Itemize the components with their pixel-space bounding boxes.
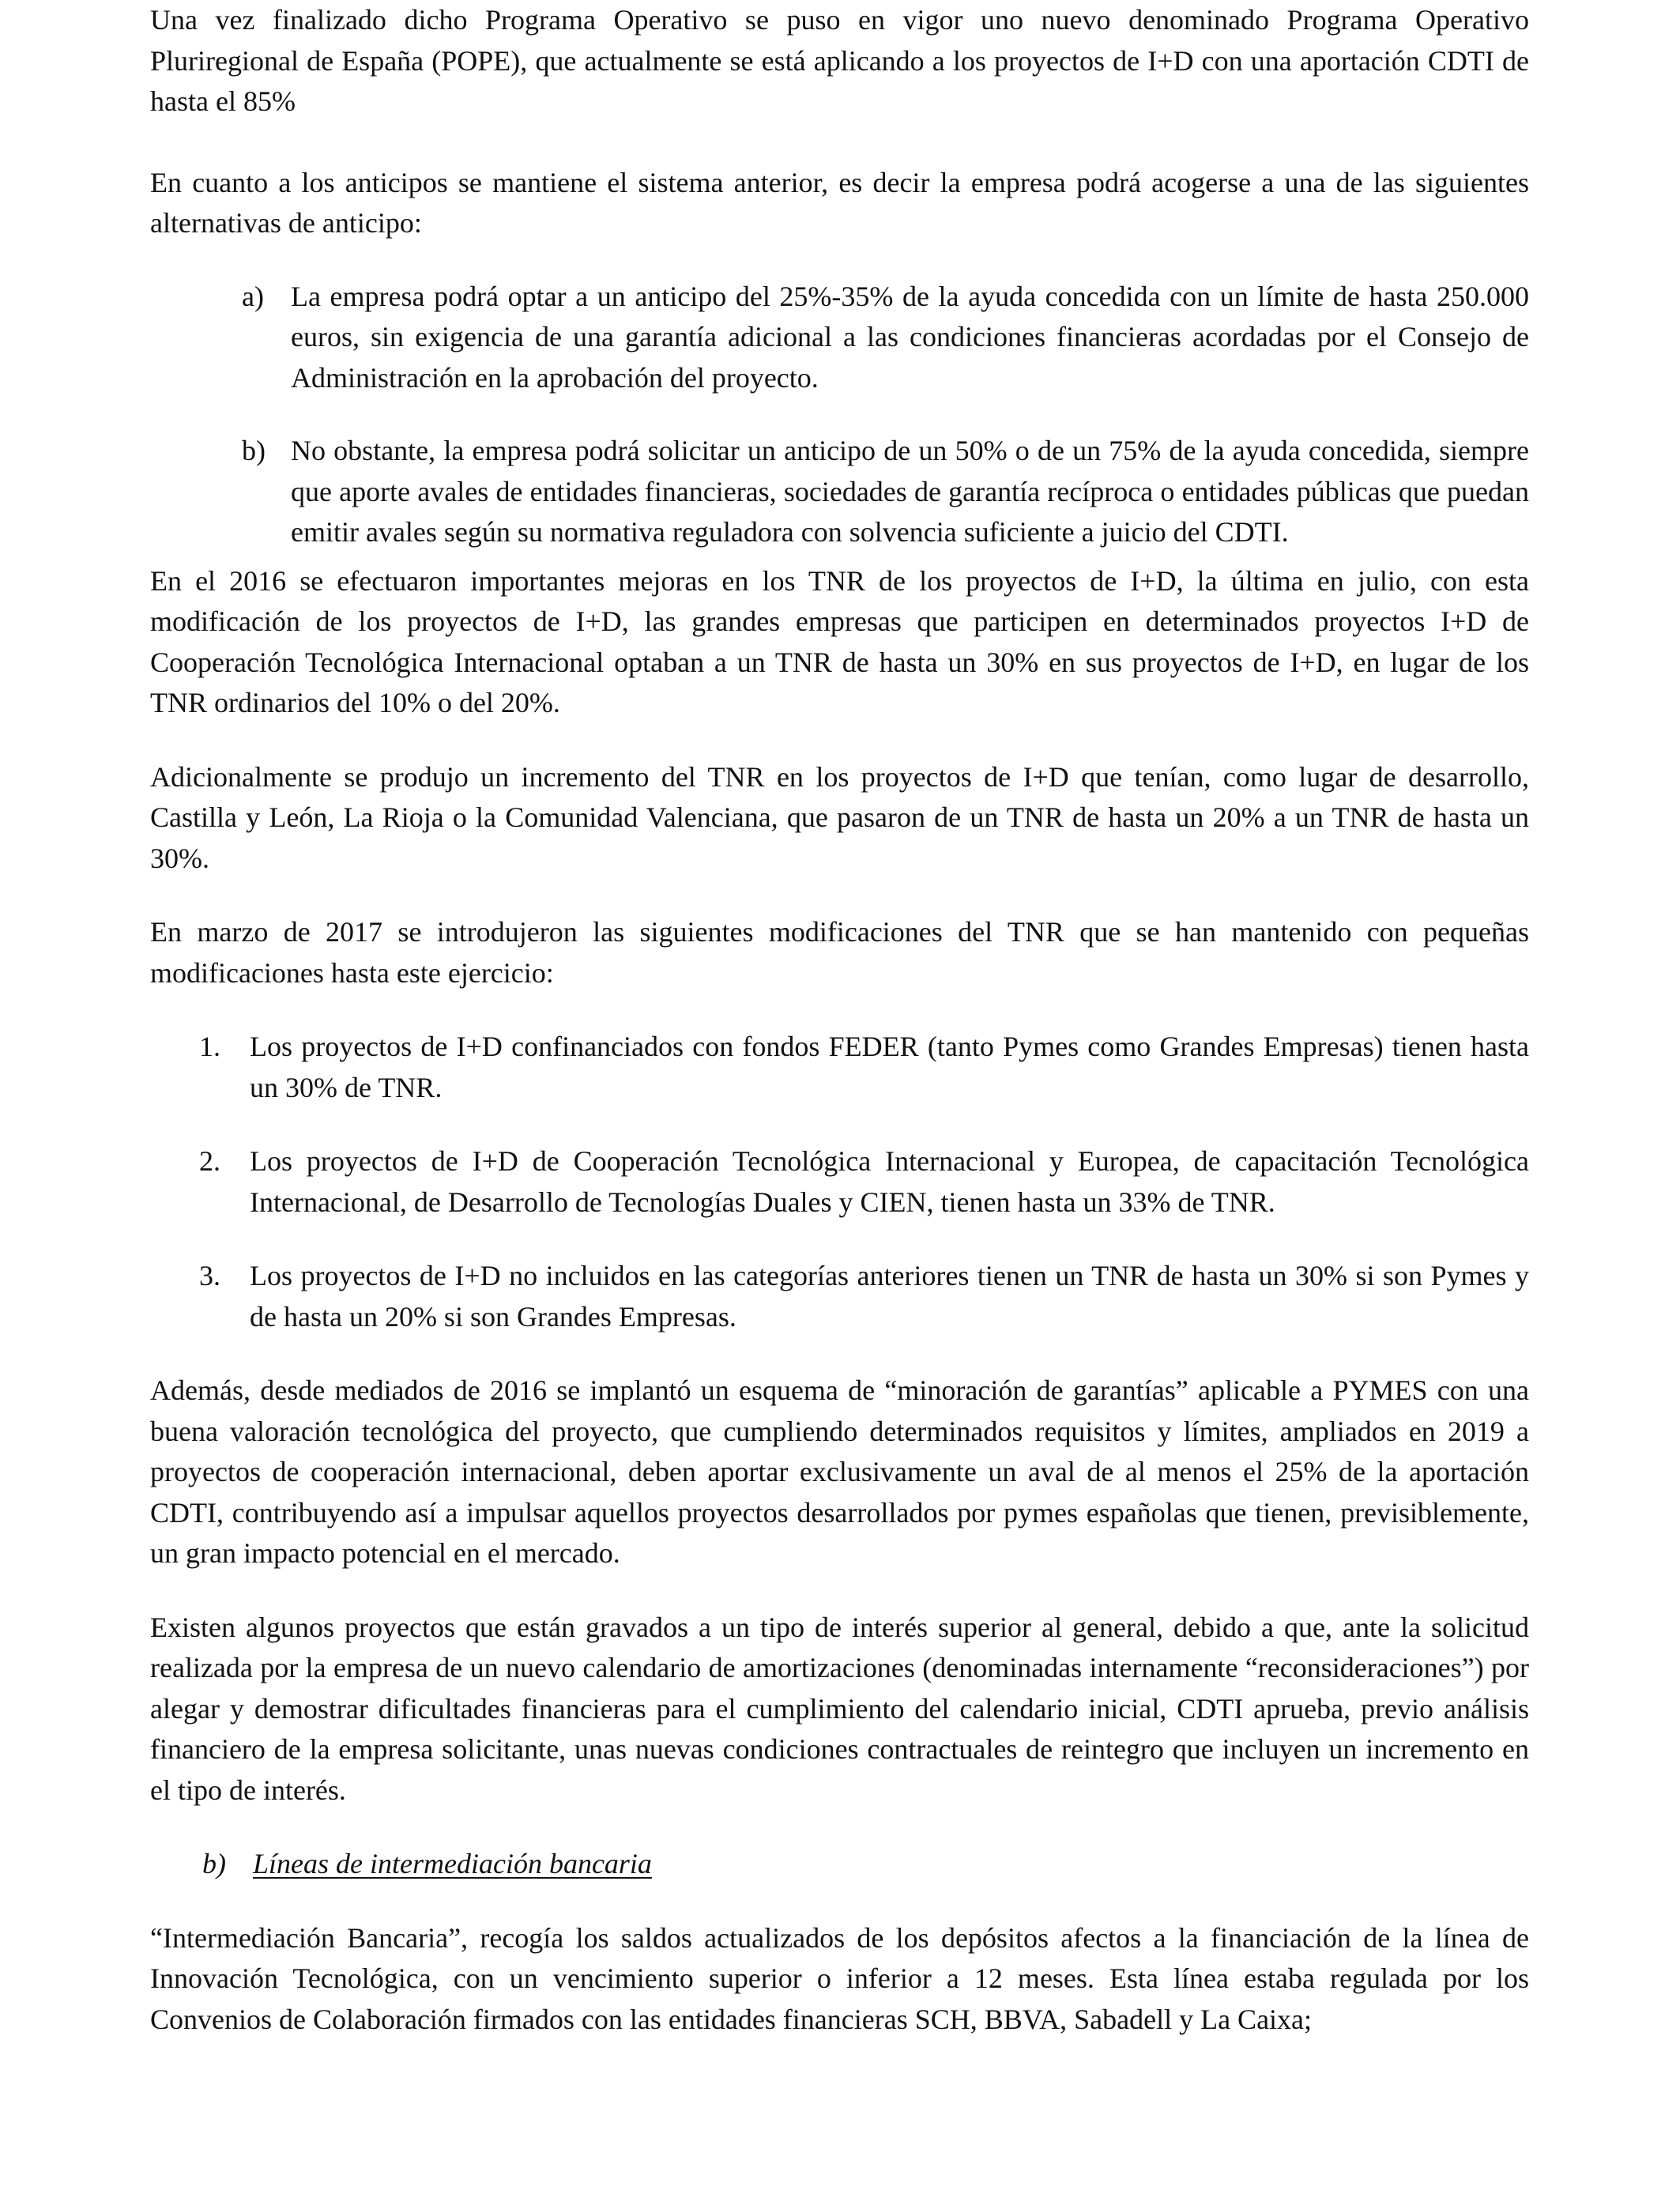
list-item-text: No obstante, la empresa podrá solicitar un anticipo de un 50% o de un 75% de la ayuda concedida, siempre que aporte avales de entidades financieras, sociedades de garantía recíproca o entidades públicas que puedan emitir avales según su normativa reguladora con solvencia suficiente a juicio del CDTI. [291, 435, 1529, 548]
section-marker: b) [202, 1848, 226, 1879]
document-page [150, 0, 1529, 2040]
paragraph-reconsideraciones: Existen algunos proyectos que están gravados a un tipo de interés superior al general, debido a que, ante la solicitud realizada por la empresa de un nuevo calendario de amortizaciones (denominadas internamente “reconsideraciones”) por alegar y demostrar dificultades financieras para el cumplimiento del calendario inicial, CDTI aprueba, previo análisis financiero de la empresa solicitante, unas nuevas condiciones contractuales de reintegro que incluyen un incremento en el tipo de interés. [150, 1611, 1529, 1806]
list-item-tnr-1 [150, 1027, 1529, 1108]
paragraph-incremento-tnr: Adicionalmente se produjo un incremento del TNR en los proyectos de I+D que tenían, como lugar de desarrollo, Castilla y León, La Rioja o la Comunidad Valenciana, que pasaron de un TNR de hasta un 20% a un TNR de hasta un 30%. [150, 760, 1529, 874]
paragraph-minoracion-garantias: Además, desde mediados de 2016 se implantó un esquema de “minoración de garantías” aplicable a PYMES con una buena valoración tecnológica del proyecto, que cumpliendo determinados requisitos y límites, ampliados en 2019 a proyectos de cooperación internacional, deben aportar exclusivamente un aval de al menos el 25% de la aportación CDTI, contribuyendo así a impulsar aquellos proyectos desarrollados por pymes españolas que tienen, previsiblemente, un gran impacto potencial en el mercado. [150, 1374, 1529, 1569]
list-marker: 1. [199, 1031, 220, 1062]
list-item-text: Los proyectos de I+D confinanciados con fondos FEDER (tanto Pymes como Grandes Empresas) tienen hasta un 30% de TNR. [250, 1031, 1529, 1103]
list-marker: a) [242, 280, 264, 312]
paragraph-mejoras-2016: En el 2016 se efectuaron importantes mejoras en los TNR de los proyectos de I+D, la última en julio, con esta modificación de los proyectos de I+D, las grandes empresas que participen en determinados proyectos I+D de Cooperación Tecnológica Internacional optaban a un TNR de hasta un 30% en sus proyectos de I+D, en lugar de los TNR ordinarios del 10% o del 20%. [150, 564, 1529, 718]
list-item-anticipo-b [150, 431, 1529, 553]
list-item-text: Los proyectos de I+D no incluidos en las categorías anteriores tienen un TNR de hasta un 30% si son Pymes y de hasta un 20% si son Grandes Empresas. [250, 1260, 1529, 1333]
paragraph-pope: Una vez finalizado dicho Programa Operativo se puso en vigor uno nuevo denominado Programa Operativo Pluriregional de España (POPE), que actualmente se está aplicando a los proyectos de I+D con una aportación CDTI de hasta el 85% [150, 4, 1529, 117]
paragraph-intermediacion-bancaria: “Intermediación Bancaria”, recogía los saldos actualizados de los depósitos afectos a la financiación de la línea de Innovación Tecnológica, con un vencimiento superior o inferior a 12 meses. Esta línea estaba regulada por los Convenios de Colaboración firmados con las entidades financieras SCH, BBVA, Sabadell y La Caixa; [150, 1921, 1529, 2035]
list-item-tnr-2 [150, 1141, 1529, 1223]
paragraph-marzo-2017: En marzo de 2017 se introdujeron las siguientes modificaciones del TNR que se han mantenido con pequeñas modificaciones hasta este ejercicio: [150, 916, 1529, 989]
section-heading-intermediacion [150, 1844, 1529, 1885]
list-item-anticipo-a [150, 277, 1529, 399]
list-item-tnr-3 [150, 1256, 1529, 1337]
list-marker: b) [242, 435, 266, 466]
list-item-text: La empresa podrá optar a un anticipo del 25%-35% de la ayuda concedida con un límite de hasta 250.000 euros, sin exigencia de una garantía adicional a las condiciones financieras acordadas por el Consejo de Administración en la aprobación del proyecto. [291, 280, 1529, 394]
list-marker: 2. [199, 1145, 220, 1177]
section-title: Líneas de intermediación bancaria [253, 1848, 652, 1879]
list-item-text: Los proyectos de I+D de Cooperación Tecnológica Internacional y Europea, de capacitación Tecnológica Internacional, de Desarrollo de Tecnologías Duales y CIEN, tienen hasta un 33% de TNR. [250, 1145, 1529, 1218]
paragraph-anticipos: En cuanto a los anticipos se mantiene el sistema anterior, es decir la empresa podrá acogerse a una de las siguientes alternativas de anticipo: [150, 166, 1529, 239]
list-marker: 3. [199, 1260, 220, 1291]
